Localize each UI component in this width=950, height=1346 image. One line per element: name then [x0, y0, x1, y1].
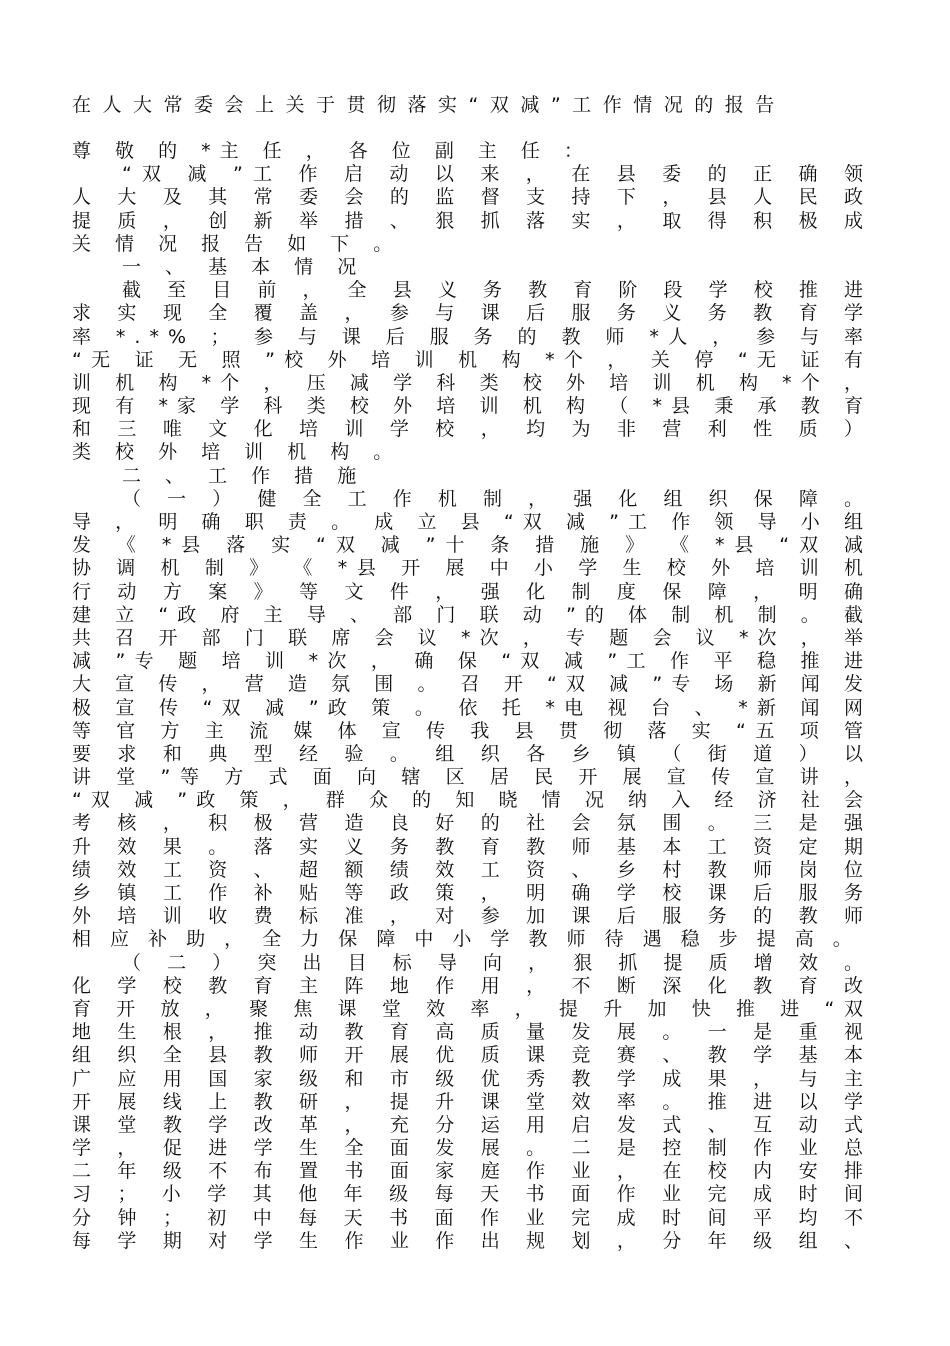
text-line: 现 有 *家 学 科 类 校 外 培 训 机 构 （ *县 秉 承 教 育: [72, 395, 872, 418]
text-line: 减 ”专 题 培 训 *次 ， 确 保 “双 减 ”工 作 平 稳 推 进: [72, 650, 872, 673]
text-line: 绩 效 工 资 、 超 额 绩 效 工 资 、 乡 村 教 师 岗 位: [72, 858, 872, 881]
text-line: 升 效 果 。 落 实 义 务 教 育 教 师 基 本 工 资 定 期: [72, 835, 872, 858]
text-line: 行 动 方 案 》 等 文 件 ， 强 化 制 度 保 障 ， 明 确: [72, 580, 872, 603]
text-line: 极 宣 传 “双 减 ”政 策 。 依 托 *电 视 台 、 *新 闻 网: [72, 696, 872, 719]
text-line: 外 培 训 收 费 标 准 ， 对 参 加 课 后 服 务 的 教 师: [72, 905, 872, 928]
text-line: 大 宣 传 ， 营 造 氛 围 。 召 开 “双 减 ”专 场 新 闻 发: [72, 673, 872, 696]
text-line: （ 一 ） 健 全 工 作 机 制 ， 强 化 组 织 保 障 。: [122, 487, 872, 510]
text-line: 相 应 补 助 ， 全 力 保 障 中 小 学 教 师 待 遇 稳 步 提 高 。: [72, 928, 859, 951]
text-line: 育 开 放 ， 聚 焦 课 堂 效 率 ， 提 升 加 快 推 进 “双: [72, 997, 872, 1020]
text-line: 考 核 ， 积 极 营 造 良 好 的 社 会 氛 围 。 三 是 强: [72, 812, 872, 835]
text-line: （ 二 ） 突 出 目 标 导 向 ， 狠 抓 提 质 增 效 。: [122, 951, 872, 974]
text-line: “双 减 ”工 作 启 动 以 来 ， 在 县 委 的 正 确 领: [122, 163, 872, 186]
text-line: 要 求 和 典 型 经 验 。 组 织 各 乡 镇 （ 街 道 ） 以: [72, 742, 872, 765]
text-line: 共 召 开 部 门 联 席 会 议 *次 ， 专 题 会 议 *次 ， 举: [72, 626, 872, 649]
text-line: 尊 敬 的 *主 任 ， 各 位 副 主 任 ：: [72, 140, 592, 162]
text-line: 率 *.*% ； 参 与 课 后 服 务 的 教 师 *人 ， 参 与 率: [72, 325, 872, 348]
text-line: 讲 堂 ”等 方 式 面 向 辖 区 居 民 开 展 宣 传 宣 讲 ，: [72, 766, 872, 789]
text-line: 截 至 目 前 ， 全 县 义 务 教 育 阶 段 学 校 推 进: [122, 279, 872, 302]
text-line: 求 实 现 全 覆 盖 ， 参 与 课 后 服 务 义 务 教 育 学: [72, 302, 872, 325]
text-line: 化 学 校 教 育 主 阵 地 作 用 ， 不 断 深 化 教 育 改: [72, 974, 872, 997]
text-line: 组 织 全 县 教 师 开 展 优 质 课 竞 赛 、 教 学 基 本: [72, 1044, 872, 1067]
text-line: 分 钟 ； 初 中 每 天 书 面 作 业 完 成 时 间 平 均 不: [72, 1206, 872, 1229]
text-line: 开 展 线 上 教 研 ， 提 升 课 堂 效 率 。 推 进 以 学: [72, 1090, 872, 1113]
text-line: 关 情 况 报 告 如 下 。: [72, 232, 402, 255]
document-title: 在人大常委会上关于贯彻落实“双减”工作情况的报告: [72, 94, 786, 116]
text-line: 人 大 及 其 常 委 会 的 监 督 支 持 下 ， 县 人 民 政: [72, 186, 872, 209]
text-line: 学 ， 促 进 学 生 全 面 发 展 。 二 是 控 制 作 业 总: [72, 1137, 872, 1160]
text-line: 课 堂 教 学 改 革 ， 充 分 运 用 启 发 式 、 互 动 式: [72, 1113, 872, 1136]
text-line: 建 立 “政 府 主 导 、 部 门 联 动 ”的 体 制 机 制 。 截: [72, 603, 872, 626]
text-line: 导 ， 明 确 职 责 。 成 立 县 “双 减 ”工 作 领 导 小 组: [72, 511, 872, 533]
text-line: 协 调 机 制 》 《 *县 开 展 中 小 学 生 校 外 培 训 机: [72, 557, 872, 580]
text-line: 二 年 级 不 布 置 书 面 家 庭 作 业 ， 在 校 内 安 排: [72, 1160, 872, 1183]
text-line: “双 减 ”政 策 ， 群 众 的 知 晓 情 况 纳 入 经 济 社 会: [72, 789, 872, 812]
text-line: 二 、 工 作 措 施: [122, 464, 366, 487]
text-line: 广 应 用 国 家 级 和 市 级 优 秀 教 学 成 果 ， 与 主: [72, 1067, 872, 1090]
document-body: [72, 140, 872, 1253]
text-line: “无 证 无 照 ”校 外 培 训 机 构 *个 ， 关 停 “无 证 有: [72, 348, 872, 371]
text-line: 习 ； 小 学 其 他 年 级 每 天 书 面 作 业 完 成 时 间: [72, 1183, 872, 1206]
text-line: 类 校 外 培 训 机 构 。: [72, 441, 402, 464]
text-line: 提 质 ， 创 新 举 措 、 狠 抓 落 实 ， 取 得 积 极 成: [72, 209, 872, 232]
text-line: 发 《 *县 落 实 “双 减 ”十 条 措 施 》 《 *县 “双 减: [72, 534, 872, 557]
text-line: 每 学 期 对 学 生 作 业 作 出 规 划 ， 分 年 级 组 、: [72, 1229, 872, 1252]
text-line: 训 机 构 *个 ， 压 减 学 科 类 校 外 培 训 机 构 *个 ，: [72, 371, 872, 394]
text-line: 和 三 唯 文 化 培 训 学 校 ， 均 为 非 营 利 性 质 ）: [72, 418, 872, 441]
text-line: 等 官 方 主 流 媒 体 宣 传 我 县 贯 彻 落 实 “五 项 管: [72, 719, 872, 742]
text-line: 一 、 基 本 情 况: [122, 255, 366, 278]
text-line: 乡 镇 工 作 补 贴 等 政 策 ， 明 确 学 校 课 后 服 务: [72, 882, 872, 904]
text-line: 地 生 根 ， 推 动 教 育 高 质 量 发 展 。 一 是 重 视: [72, 1021, 872, 1044]
